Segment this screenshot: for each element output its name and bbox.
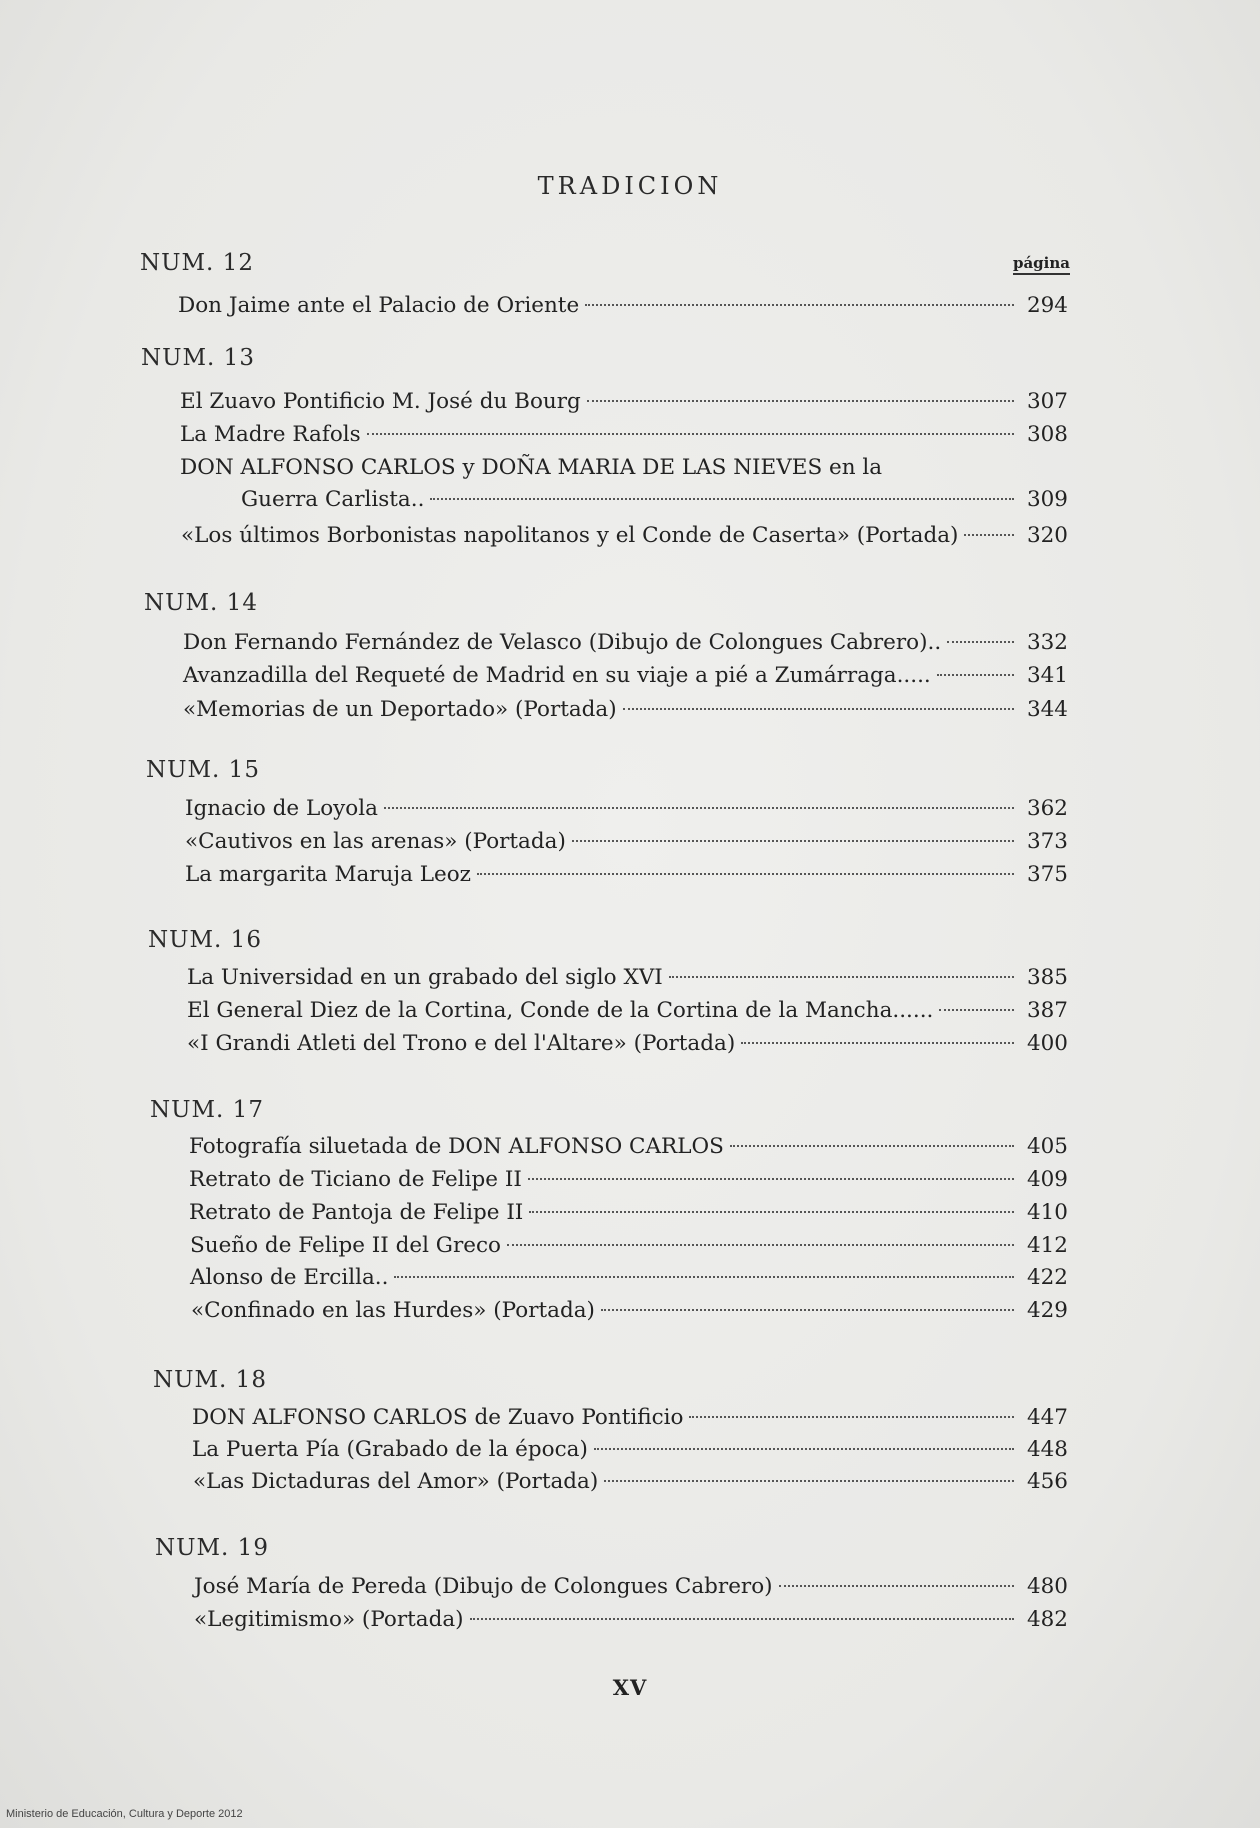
section-heading: NUM. 18 xyxy=(153,1367,267,1393)
leader-dots xyxy=(470,1618,1014,1620)
toc-entry xyxy=(185,859,1068,891)
leader-dots xyxy=(741,1042,1014,1044)
leader-dots xyxy=(585,304,1014,306)
toc-entry-page: 341 xyxy=(1026,663,1068,688)
toc-entry-page: 400 xyxy=(1026,1031,1068,1056)
toc-entry xyxy=(194,1571,1068,1603)
leader-dots xyxy=(947,641,1014,643)
leader-dots xyxy=(529,1211,1014,1213)
table-of-contents xyxy=(140,0,1080,1828)
toc-entry xyxy=(189,1131,1068,1163)
toc-entry-page: 405 xyxy=(1026,1134,1068,1159)
leader-dots xyxy=(594,1448,1014,1450)
toc-entry-page: 309 xyxy=(1026,487,1068,512)
toc-entry-title: Don Fernando Fernández de Velasco (Dibujo de Colongues Cabrero).. xyxy=(183,630,942,655)
toc-entry xyxy=(183,627,1068,659)
toc-entry-title: Sueño de Felipe II del Greco xyxy=(190,1233,501,1258)
toc-entry-title: Retrato de Pantoja de Felipe II xyxy=(189,1200,524,1225)
toc-entry-page: 482 xyxy=(1026,1607,1068,1632)
toc-entry-title: Ignacio de Loyola xyxy=(185,796,378,821)
toc-entry-title: «I Grandi Atleti del Trono e del l'Altare» (Portada) xyxy=(187,1031,736,1056)
toc-entry-title: El General Diez de la Cortina, Conde de la Cortina de la Mancha...... xyxy=(187,998,934,1023)
toc-entry xyxy=(183,660,1068,692)
section-heading: NUM. 15 xyxy=(146,757,260,783)
toc-entry xyxy=(180,452,1068,484)
toc-entry-page: 344 xyxy=(1026,697,1068,722)
toc-entry xyxy=(189,1197,1068,1229)
toc-entry-page: 480 xyxy=(1026,1574,1068,1599)
toc-entry-page: 362 xyxy=(1026,796,1068,821)
leader-dots xyxy=(669,976,1014,978)
toc-entry-continuation xyxy=(241,484,1068,516)
toc-entry xyxy=(192,1434,1068,1466)
toc-entry-title: Don Jaime ante el Palacio de Oriente xyxy=(178,293,580,318)
toc-entry-page: 385 xyxy=(1026,965,1068,990)
leader-dots xyxy=(384,807,1014,809)
toc-entry xyxy=(192,1402,1068,1434)
toc-entry-title: «Memorias de un Deportado» (Portada) xyxy=(183,697,617,722)
toc-entry-title: El Zuavo Pontificio M. José du Bourg xyxy=(180,389,581,414)
toc-entry-title: La Universidad en un grabado del siglo XVI xyxy=(187,965,663,990)
toc-entry-title: «Legitimismo» (Portada) xyxy=(194,1607,464,1632)
toc-entry-page: 422 xyxy=(1026,1265,1068,1290)
page-number: XV xyxy=(612,1675,648,1700)
leader-dots xyxy=(507,1244,1014,1246)
leader-dots xyxy=(477,873,1014,875)
toc-entry-title: La Madre Rafols xyxy=(180,422,361,447)
leader-dots xyxy=(730,1145,1014,1147)
toc-entry xyxy=(181,520,1068,552)
toc-entry-page: 373 xyxy=(1026,829,1068,854)
toc-entry-page: 447 xyxy=(1026,1405,1068,1430)
toc-entry xyxy=(180,386,1068,418)
toc-entry-title-continued: Guerra Carlista.. xyxy=(241,487,425,512)
leader-dots xyxy=(572,840,1014,842)
toc-entry-page: 448 xyxy=(1026,1437,1068,1462)
toc-entry-title: Avanzadilla del Requeté de Madrid en su viaje a pié a Zumárraga..... xyxy=(183,663,931,688)
section-heading: NUM. 14 xyxy=(144,590,258,616)
toc-entry xyxy=(194,1604,1068,1636)
section-heading: NUM. 12 xyxy=(140,250,254,276)
toc-entry xyxy=(185,826,1068,858)
leader-dots xyxy=(689,1416,1014,1418)
leader-dots xyxy=(623,708,1014,710)
toc-entry xyxy=(193,1466,1068,1498)
toc-entry-title: La margarita Maruja Leoz xyxy=(185,862,471,887)
toc-entry-page: 294 xyxy=(1026,293,1068,318)
toc-entry-page: 409 xyxy=(1026,1167,1068,1192)
leader-dots xyxy=(964,534,1014,536)
toc-entry-title: «Confinado en las Hurdes» (Portada) xyxy=(191,1298,595,1323)
page-column-header: página xyxy=(1013,254,1070,275)
section-heading: NUM. 19 xyxy=(155,1535,269,1561)
toc-entry-title: DON ALFONSO CARLOS de Zuavo Pontificio xyxy=(192,1405,684,1430)
toc-entry-page: 307 xyxy=(1026,389,1068,414)
leader-dots xyxy=(604,1480,1014,1482)
toc-entry-page: 412 xyxy=(1026,1233,1068,1258)
toc-entry-title: «Cautivos en las arenas» (Portada) xyxy=(185,829,566,854)
section-heading: NUM. 13 xyxy=(141,345,255,371)
toc-entry-title: Alonso de Ercilla.. xyxy=(190,1265,389,1290)
toc-entry xyxy=(187,1028,1068,1060)
section-heading: NUM. 17 xyxy=(150,1097,264,1123)
toc-entry xyxy=(191,1295,1068,1327)
toc-entry xyxy=(187,995,1068,1027)
toc-entry xyxy=(187,962,1068,994)
toc-entry-title: José María de Pereda (Dibujo de Colongues Cabrero) xyxy=(194,1574,773,1599)
toc-entry xyxy=(190,1262,1068,1294)
toc-entry-title: La Puerta Pía (Grabado de la época) xyxy=(192,1437,588,1462)
toc-entry-title: DON ALFONSO CARLOS y DOÑA MARIA DE LAS NIEVES en la xyxy=(180,455,883,480)
toc-entry-page: 410 xyxy=(1026,1200,1068,1225)
leader-dots xyxy=(430,498,1014,500)
toc-entry-page: 375 xyxy=(1026,862,1068,887)
leader-dots xyxy=(779,1585,1014,1587)
leader-dots xyxy=(939,1009,1014,1011)
toc-entry-title: «Las Dictaduras del Amor» (Portada) xyxy=(193,1469,599,1494)
toc-entry xyxy=(185,793,1068,825)
toc-entry xyxy=(190,1230,1068,1262)
leader-dots xyxy=(394,1276,1014,1278)
leader-dots xyxy=(587,400,1014,402)
toc-entry-title: Retrato de Ticiano de Felipe II xyxy=(189,1167,522,1192)
toc-entry-title: «Los últimos Borbonistas napolitanos y el Conde de Caserta» (Portada) xyxy=(181,523,959,548)
leader-dots xyxy=(367,433,1014,435)
toc-entry-page: 320 xyxy=(1026,523,1068,548)
leader-dots xyxy=(937,674,1014,676)
toc-entry-title: Fotografía siluetada de DON ALFONSO CARLOS xyxy=(189,1134,724,1159)
toc-entry xyxy=(178,290,1068,322)
toc-entry-page: 456 xyxy=(1026,1469,1068,1494)
toc-entry xyxy=(183,694,1068,726)
leader-dots xyxy=(528,1178,1014,1180)
toc-entry-page: 308 xyxy=(1026,422,1068,447)
toc-entry-page: 387 xyxy=(1026,998,1068,1023)
section-heading: NUM. 16 xyxy=(148,927,262,953)
footer-credit: Ministerio de Educación, Cultura y Deporte 2012 xyxy=(6,1808,243,1820)
toc-entry xyxy=(189,1164,1068,1196)
toc-entry-page: 429 xyxy=(1026,1298,1068,1323)
page-title: TRADICION xyxy=(537,172,723,200)
toc-entry-page: 332 xyxy=(1026,630,1068,655)
leader-dots xyxy=(601,1309,1014,1311)
toc-entry xyxy=(180,419,1068,451)
